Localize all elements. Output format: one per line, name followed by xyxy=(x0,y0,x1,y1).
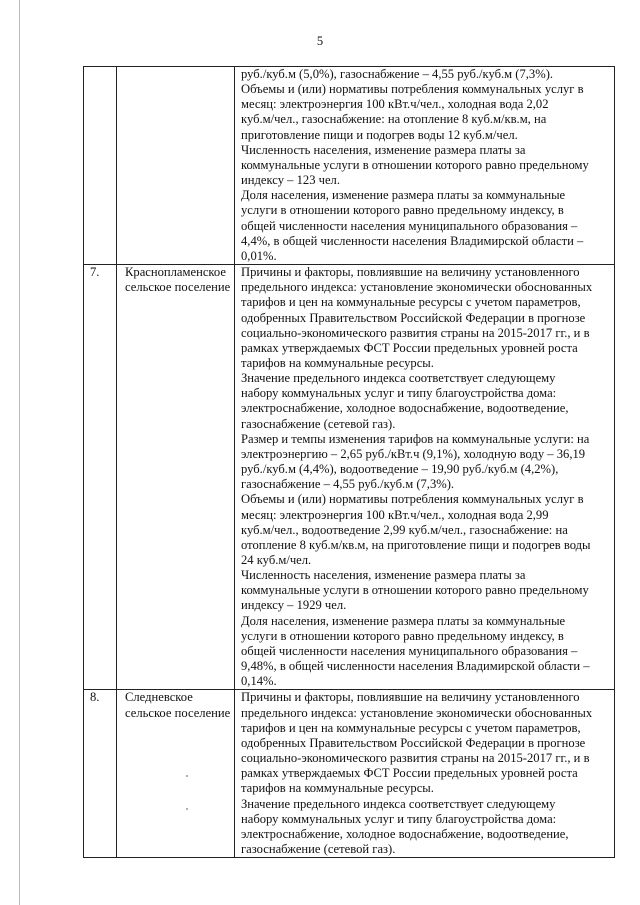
row-description xyxy=(235,265,615,690)
text-line: предельного индекса: установление экономически обоснованных xyxy=(241,705,593,720)
page-number: 5 xyxy=(316,34,324,48)
text-line: рамках утверждаемых ФСТ России предельных уровней роста xyxy=(241,766,578,781)
table-row-7 xyxy=(84,265,615,690)
text-line: тарифов на коммунальные ресурсы. xyxy=(241,355,434,370)
row-description xyxy=(235,690,615,858)
text-line: 0,01%. xyxy=(241,248,277,263)
text-line: 0,14%. xyxy=(241,674,277,689)
text-line: индексу – 1929 чел. xyxy=(241,598,347,613)
text-line: одобренных Правительством Российской Федерации в прогнозе xyxy=(241,310,586,325)
text-line: Численность населения, изменение размера платы за xyxy=(241,142,526,157)
text-line: руб./куб.м (4,4%), водоотведение – 19,90 руб./куб.м (4,2%), xyxy=(241,462,559,477)
text-line: Объемы и (или) нормативы потребления коммунальных услуг в xyxy=(241,492,584,507)
scan-edge-line xyxy=(19,0,20,905)
text-line: 4,4%, в общей численности населения Владимирской области – xyxy=(241,233,584,248)
text-line: электроснабжение, холодное водоснабжение, водоотведение, xyxy=(241,826,569,841)
text-line: электроснабжение, холодное водоснабжение, водоотведение, xyxy=(241,401,569,416)
tariff-table xyxy=(83,66,615,858)
text-line: газоснабжение (сетевой газ). xyxy=(241,841,396,856)
settlement-name xyxy=(117,67,235,265)
text-line: индексу – 123 чел. xyxy=(241,173,340,188)
text-line: рамках утверждаемых ФСТ России предельных уровней роста xyxy=(241,340,578,355)
text-line: куб.м/чел., водоотведение 2,99 куб.м/чел., газоснабжение: на xyxy=(241,522,568,537)
text-line: Значение предельного индекса соответствует следующему xyxy=(241,371,556,386)
text-line: услуги в отношении которого равно предельному индексу, в xyxy=(241,203,564,218)
text-line: Значение предельного индекса соответствует следующему xyxy=(241,796,556,811)
table-row-8 xyxy=(84,690,615,858)
text-line: набору коммунальных услуг и типу благоустройства дома: xyxy=(241,811,557,826)
text-line: электроэнергию – 2,65 руб./кВт.ч (9,1%), холодную воду – 36,19 xyxy=(241,446,586,461)
settlement-name-line: Следневское xyxy=(125,690,193,705)
text-line: общей численности населения муниципального образования – xyxy=(241,643,578,658)
text-line: социально-экономического развития страны на 2015-2017 гг., и в xyxy=(241,325,590,340)
row-number xyxy=(84,67,117,265)
text-line: общей численности населения муниципального образования – xyxy=(241,218,578,233)
text-line: приготовление пищи и подогрев воды 12 куб.м/чел. xyxy=(241,127,518,142)
text-line: тарифов и цен на коммунальные ресурсы с учетом параметров, xyxy=(241,720,581,735)
text-line: газоснабжение (сетевой газ). xyxy=(241,416,396,431)
text-line: месяц: электроэнергия 100 кВт.ч/чел., холодная вода 2,02 xyxy=(241,97,549,112)
settlement-name xyxy=(117,265,235,690)
row-description xyxy=(235,67,615,265)
text-line: коммунальные услуги в отношении которого равно предельному xyxy=(241,157,589,172)
text-line: Причины и факторы, повлиявшие на величину установленного xyxy=(241,690,580,705)
table-row-continuation xyxy=(84,67,615,265)
row-number: 8. xyxy=(84,690,117,858)
text-line: Доля населения, изменение размера платы за коммунальные xyxy=(241,188,566,203)
text-line: тарифов и цен на коммунальные ресурсы с учетом параметров, xyxy=(241,295,581,310)
text-line: Численность населения, изменение размера платы за xyxy=(241,568,526,583)
row-number: 7. xyxy=(84,265,117,690)
text-line: Объемы и (или) нормативы потребления коммунальных услуг в xyxy=(241,82,584,97)
text-line: руб./куб.м (5,0%), газоснабжение – 4,55 руб./куб.м (7,3%). xyxy=(241,67,554,81)
text-line: месяц: электроэнергия 100 кВт.ч/чел., холодная вода 2,99 xyxy=(241,507,549,522)
text-line: набору коммунальных услуг и типу благоустройства дома: xyxy=(241,386,557,401)
settlement-name-line: Краснопламенское xyxy=(125,265,226,280)
settlement-name xyxy=(117,690,235,858)
text-line: Доля населения, изменение размера платы за коммунальные xyxy=(241,613,566,628)
text-line: предельного индекса: установление экономически обоснованных xyxy=(241,280,593,295)
text-line: услуги в отношении которого равно предельному индексу, в xyxy=(241,628,564,643)
settlement-name-line: сельское поселение xyxy=(125,705,231,720)
text-line: 24 куб.м/чел. xyxy=(241,553,312,567)
text-line: 9,48%, в общей численности населения Владимирской области – xyxy=(241,659,590,674)
text-line: Размер и темпы изменения тарифов на коммунальные услуги: на xyxy=(241,431,590,446)
text-line: Причины и факторы, повлиявшие на величину установленного xyxy=(241,265,580,280)
text-line: коммунальные услуги в отношении которого равно предельному xyxy=(241,583,589,598)
text-line: газоснабжение – 4,55 руб./куб.м (7,3%). xyxy=(241,477,455,492)
text-line: отопление 8 куб.м/кв.м, на приготовление пищи и подогрев воды xyxy=(241,537,591,552)
text-line: тарифов на коммунальные ресурсы. xyxy=(241,781,434,796)
text-line: одобренных Правительством Российской Федерации в прогнозе xyxy=(241,735,586,750)
settlement-name-line: сельское поселение xyxy=(125,280,231,295)
text-line: куб.м/чел., газоснабжение: на отопление 8 куб.м/кв.м, на xyxy=(241,112,547,127)
text-line: социально-экономического развития страны на 2015-2017 гг., и в xyxy=(241,751,590,766)
